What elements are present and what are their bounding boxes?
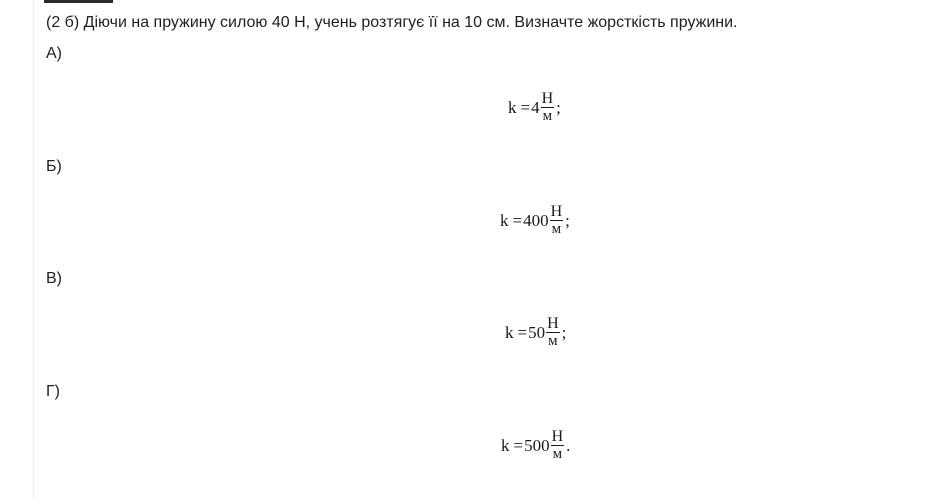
top-accent-bar [44, 0, 113, 3]
option-b-formula[interactable] [500, 203, 570, 238]
unit-fraction [551, 428, 565, 463]
formula-equals: = [512, 210, 523, 230]
formula-punctuation: ; [556, 97, 561, 117]
left-border-line [33, 0, 34, 498]
option-g-formula[interactable] [501, 428, 570, 463]
unit-numerator: Н [541, 90, 554, 107]
formula-variable: k [508, 97, 517, 117]
unit-denominator: м [552, 446, 563, 462]
formula-value: 500 [524, 435, 550, 455]
formula-value: 50 [528, 322, 546, 342]
option-g-label[interactable]: Г) [46, 383, 60, 400]
unit-numerator: Н [551, 428, 564, 445]
unit-fraction [550, 203, 564, 238]
formula-equals: = [517, 322, 528, 342]
formula-variable: k [500, 210, 509, 230]
formula-punctuation: . [566, 435, 571, 455]
question-text: (2 б) Діючи на пружину силою 40 Н, учень розтягує її на 10 см. Визначте жорсткість пружини. [46, 14, 738, 31]
formula-value: 4 [531, 97, 540, 117]
formula-punctuation: ; [561, 322, 567, 342]
unit-fraction [546, 315, 560, 350]
formula-punctuation: ; [565, 210, 570, 230]
option-v-formula[interactable] [505, 315, 566, 350]
option-a-formula[interactable] [508, 90, 561, 125]
option-a-label[interactable]: А) [46, 45, 62, 62]
unit-fraction [541, 90, 555, 125]
unit-denominator: м [548, 333, 558, 349]
formula-variable: k [505, 322, 514, 342]
formula-equals: = [520, 97, 531, 117]
option-v-label[interactable]: В) [46, 270, 62, 287]
formula-variable: k [501, 435, 510, 455]
formula-value: 400 [523, 210, 549, 230]
unit-numerator: Н [550, 203, 563, 220]
unit-denominator: м [542, 108, 553, 124]
unit-denominator: м [551, 221, 562, 237]
option-b-label[interactable]: Б) [46, 158, 62, 175]
unit-numerator: Н [547, 315, 559, 332]
formula-equals: = [513, 435, 524, 455]
